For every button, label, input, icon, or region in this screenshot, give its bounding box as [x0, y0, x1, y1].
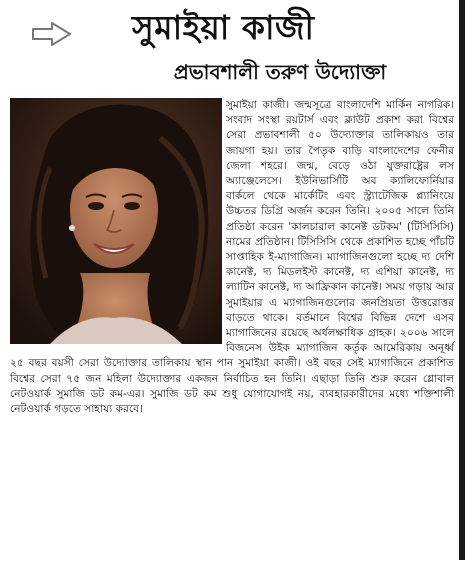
photo-float-space [10, 98, 226, 342]
article-headline: সুমাইয়া কাজী [132, 8, 315, 47]
article-paragraph: সুমাইয়া কাজী। জন্মসূত্রে বাংলাদেশি মার্কিন নাগরিক। সংবাদ সংস্থা রয়টার্স এবং ক্লাউট প্রকাশ করা বিশ্বের সেরা প্রভাবশালী ৫০ উদ্যোক্তার তালিকায়ও তার জায়গা হয়। তার পৈতৃক বাড়ি বাংলাদেশের ফেনীর জেলা শহরে। জন্ম, বেড়ে ওঠা যুক্তরাষ্ট্রের লস অ্যাঞ্জেলেসে। ইউনিভার্সিটি অব ক্যালিফোর্নিয়ার বার্কলে থেকে মার্কেটিং এবং স্ট্র্যাটেজিক প্ল্যানিংয়ে উচ্চতর ডিগ্রি অর্জন করেন তিনি। ২০০৫ সালে তিনি প্রতিষ্ঠা করেন 'কালচারাল কানেক্ট ডটকম' (টিসিসিসি) নামের প্রতিষ্ঠান। টিসিসিসি থেকে প্রকাশিত হচ্ছে পাঁচটি সাপ্তাহিক ই-ম্যাগাজিন। ম্যাগাজিনগুলো হচ্ছে দ্য দেশি কানেক্ট, দ্য মিডলইস্ট কানেক্ট, দ্য এশিয়া কানেক্ট, দ্য ল্যাটিন কানেক্ট, দ্য আফ্রিকান কানেক্ট। সময় গড়ায় আর সুমাইয়ার এ ম্যাগাজিনগুলোর জনপ্রিয়তা উত্তরোত্তর বাড়তে থাকে। বর্তমানে বিশ্বের বিভিন্ন দেশে এসব ম্যাগাজিনের রয়েছে অর্ধলক্ষাধিক গ্রাহক। ২০০৬ সালে বিজনেস উইক ম্যাগাজিন কর্তৃক আমেরিকায় অনূর্ধ্ব ২৫ বছর বয়সী সেরা উদ্যোক্তার তালিকায় স্থান পান সুমাইয়া কাজী। ওই বছর সেই ম্যাগাজিনে প্রকাশিত বিশ্বের সেরা ৭৫ জন মহিলা উদ্যোক্তার একজন নির্বাচিত হন তিনি। এছাড়া তিনি শুরু করেন গ্লোবাল নেটওয়ার্ক সুমাজি ডট কম-এর। সুমাজি ডট কম শুধু যোগাযোগই নয়, ব্যবহারকারীদের মধ্যে শক্তিশালী নেটওয়ার্ক গড়তে সাহায্য করবে। [10, 99, 455, 416]
article-subheadline: প্রভাবশালী তরুণ উদ্যোক্তা [173, 60, 387, 84]
article-body [10, 98, 454, 417]
page-edge-rule [459, 0, 465, 560]
arrow-right-icon [30, 20, 76, 48]
